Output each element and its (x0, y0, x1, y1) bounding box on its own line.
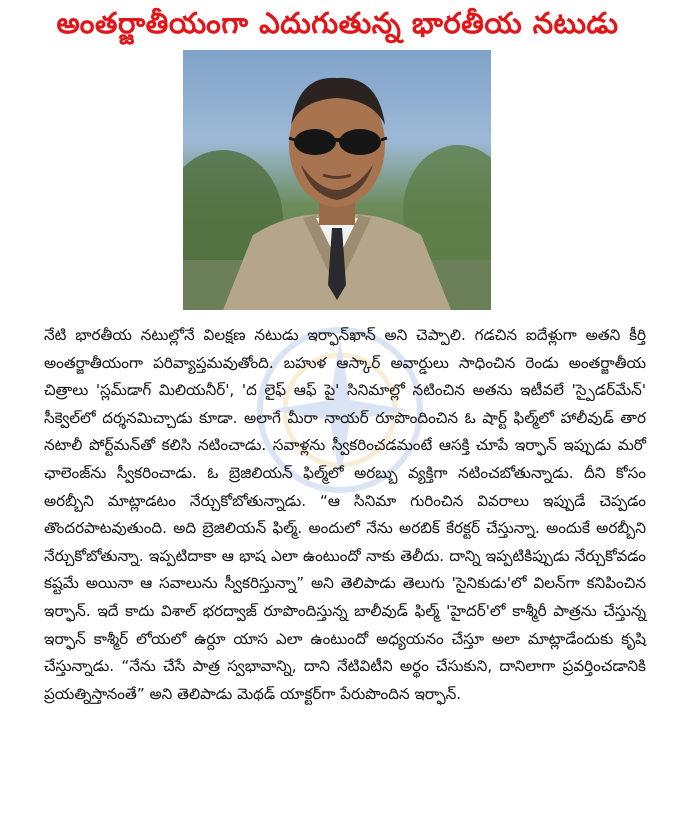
article-paragraph: నేటి భారతీయ నటుల్లోనే విలక్షణ నటుడు ఇర్ఫాన్‌ఖాన్ అని చెప్పాలి. గడచిన ఐదేళ్లుగా అతని కీర్తి అంతర్జాతీయంగా పరివ్యాప్తమవుతోంది. బహుళ ఆస్కార్ అవార్డులు సాధించిన రెండు అంతర్జాతీయ చిత్రాలు 'స్లమ్‌డాగ్ మిలియనీర్', 'ద లైఫ్ ఆఫ్ పై' సినిమాల్లో నటించిన అతను ఇటీవలే 'స్పైడర్‌మేన్' సీక్వెల్‌లో దర్శనమిచ్చాడు కూడా. అలాగే మీరా నాయర్ రూపొందించిన ఓ షార్ట్ ఫిల్మ్‌లో హాలీవుడ్ తార నటాలీ పోర్ట్‌మన్‌తో కలిసి నటించాడు. సవాళ్లను స్వీకరించడమంటే ఆసక్తి చూపే ఇర్ఫాన్ ఇప్పుడు మరో ఛాలెంజ్‌ను స్వీకరించాడు. ఓ బ్రెజిలియన్ ఫిల్మ్‌లో అరబ్బు వ్యక్తిగా నటించబోతున్నాడు. దీని కోసం అరబ్బీని మాట్లాడటం నేర్చుకోబోతున్నాడు. “ఆ సినిమా గురించిన వివరాలు ఇప్పుడే చెప్పడం తొందరపాటవుతుంది. అది బ్రెజిలియన్ ఫిల్మ్. అందులో నేను అరబిక్ కేరక్టర్ చేస్తున్నా. అందుకే అరబ్బీని నేర్చుకోబోతున్నా. ఇప్పటిదాకా ఆ భాష ఎలా ఉంటుందో నాకు తెలీదు. దాన్ని ఇప్పటికిప్పుడు నేర్చుకోవడం కష్టమే అయినా ఆ సవాలును స్వీకరిస్తున్నా” అని తెలిపాడు తెలుగు 'సైనికుడు'లో విలన్‌గా కనిపించిన ఇర్ఫాన్. ఇదే కాదు విశాల్ భరద్వాజ్ రూపొందిస్తున్న బాలీవుడ్ ఫిల్మ్ 'హైదర్'లో కాశ్మీరీ పాత్రను చేస్తున్న ఇర్ఫాన్ కాశ్మీర్ లోయలో ఉర్దూ యాస ఎలా ఉంటుందో అధ్యయనం చేస్తూ అలా మాట్లాడేందుకు కృషి చేస్తున్నాడు. “నేను చేసే పాత్ర స్వభావాన్ని, దాని నేటివిటీని అర్థం చేసుకుని, దానిలాగా ప్రవర్తించడానికి ప్రయత్నిస్తానంతే” అని తెలిపాడు మెథడ్ యాక్టర్‌గా పేరుపొందిన ఇర్ఫాన్. (44, 326, 646, 703)
article-body (44, 322, 646, 708)
portrait-illustration (183, 50, 491, 310)
portrait-photo (183, 50, 491, 310)
headline: అంతర్జాతీయంగా ఎదుగుతున్న భారతీయ నటుడు (56, 6, 619, 40)
